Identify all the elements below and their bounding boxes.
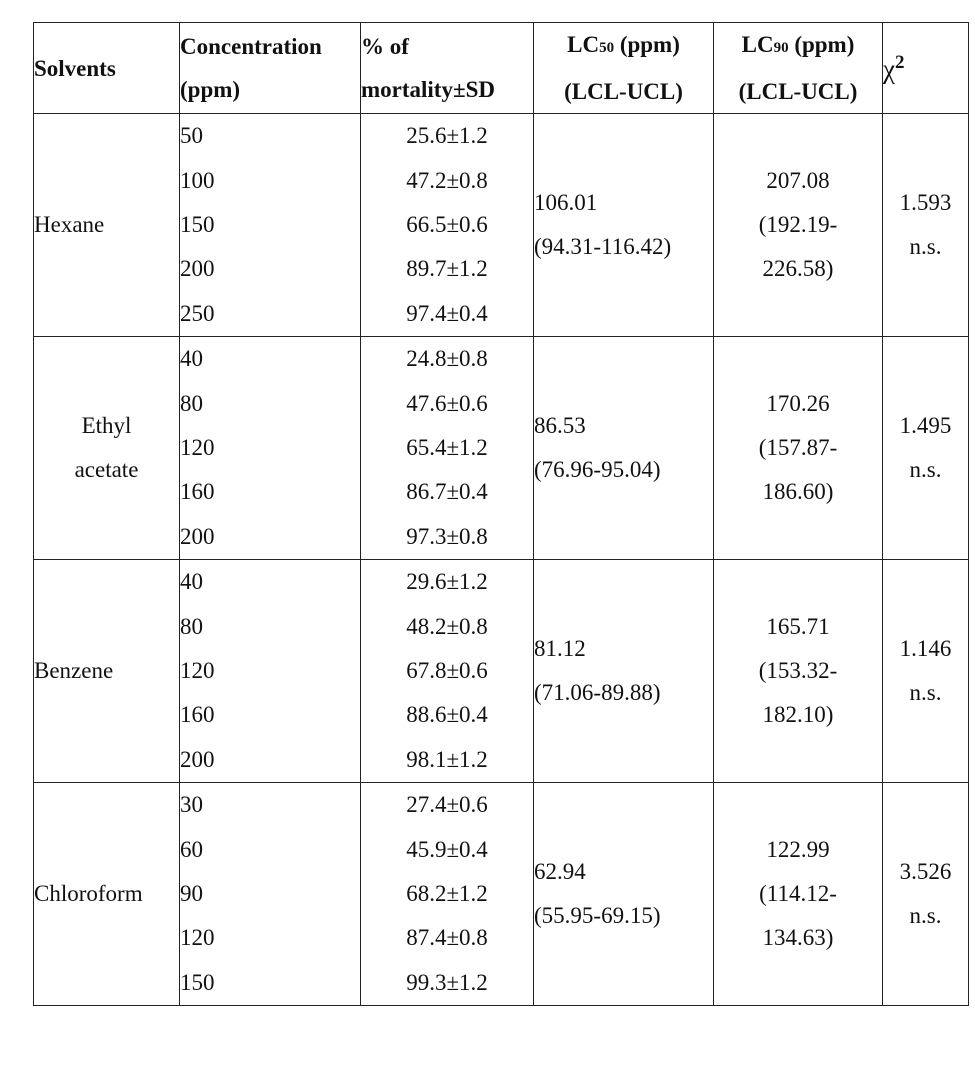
- mortality-value: 98.1±1.2: [406, 746, 488, 772]
- header-row: [34, 23, 969, 114]
- toxicity-table: [33, 22, 969, 1006]
- lc50-cell: [534, 114, 714, 337]
- concentration-value: 150: [180, 969, 215, 995]
- table-row-hexane: [34, 114, 969, 337]
- concentration-cell: [180, 783, 361, 1006]
- concentration-value: 250: [180, 300, 215, 326]
- solvent-name: Benzene: [34, 658, 114, 683]
- chi-square-cell: [883, 337, 969, 560]
- lc90-range-line2: 182.10): [762, 702, 834, 727]
- lc90-range-line2: 226.58): [762, 256, 834, 281]
- chi-square-note: n.s.: [909, 903, 942, 928]
- table-row-benzene: [34, 560, 969, 783]
- concentration-value: 200: [180, 523, 215, 549]
- lc90-range-line1: (114.12-: [759, 881, 837, 906]
- lc50-range: (55.95-69.15): [534, 903, 661, 928]
- chi-square-value: 1.593: [899, 190, 952, 215]
- concentration-value: 30: [180, 792, 203, 818]
- lc90-value: 170.26: [766, 391, 830, 416]
- concentration-value: 40: [180, 569, 203, 595]
- table-row-ethyl-acetate: [34, 337, 969, 560]
- header-concentration-line2: (ppm): [180, 77, 241, 102]
- header-lc90-line1: [714, 23, 882, 70]
- lc90-value: 165.71: [766, 614, 830, 639]
- header-chi-symbol: χ: [883, 53, 895, 84]
- lc50-range: (71.06-89.88): [534, 680, 661, 705]
- header-lc50-line1: [534, 23, 713, 70]
- lc50-range: (76.96-95.04): [534, 457, 661, 482]
- concentration-value: 80: [180, 390, 203, 416]
- mortality-cell: [361, 560, 534, 783]
- chi-square-value: 1.495: [899, 413, 952, 438]
- mortality-value: 65.4±1.2: [406, 434, 488, 460]
- concentration-value: 120: [180, 657, 215, 683]
- solvent-name: Chloroform: [34, 881, 143, 906]
- chi-square-value: 3.526: [899, 859, 952, 884]
- concentration-cell: [180, 337, 361, 560]
- header-concentration-line1: Concentration: [180, 34, 322, 59]
- header-lc50-prefix: LC: [567, 32, 600, 57]
- header-solvents-label: Solvents: [34, 55, 116, 81]
- mortality-value: 29.6±1.2: [406, 569, 488, 595]
- concentration-value: 160: [180, 479, 215, 505]
- lc50-cell: [534, 337, 714, 560]
- mortality-value: 89.7±1.2: [406, 256, 488, 282]
- lc50-value: 81.12: [534, 636, 586, 661]
- mortality-value: 47.6±0.6: [406, 390, 488, 416]
- header-mortality-line1: % of: [361, 34, 409, 59]
- header-chi-superscript: 2: [894, 51, 905, 73]
- solvent-cell: [34, 783, 180, 1006]
- lc90-range-line2: 186.60): [762, 479, 834, 504]
- lc90-range-line1: (157.87-: [758, 435, 838, 460]
- lc90-cell: [714, 337, 883, 560]
- chi-square-value: 1.146: [899, 636, 952, 661]
- mortality-value: 87.4±0.8: [406, 925, 488, 951]
- lc50-value: 106.01: [534, 190, 598, 215]
- header-lc50-suffix: (ppm): [614, 32, 680, 57]
- concentration-value: 40: [180, 346, 203, 372]
- mortality-value: 24.8±0.8: [406, 346, 488, 372]
- header-lc90-subscript: 90: [773, 40, 789, 56]
- chi-square-cell: [883, 560, 969, 783]
- concentration-value: 90: [180, 880, 203, 906]
- header-lc50: [534, 23, 714, 114]
- chi-square-note: n.s.: [909, 234, 942, 259]
- chi-square-note: n.s.: [909, 457, 942, 482]
- solvent-name: Hexane: [34, 212, 105, 237]
- concentration-value: 100: [180, 167, 215, 193]
- table-row-chloroform: [34, 783, 969, 1006]
- lc50-value: 62.94: [534, 859, 586, 884]
- concentration-value: 60: [180, 836, 203, 862]
- mortality-value: 27.4±0.6: [406, 792, 488, 818]
- concentration-value: 120: [180, 434, 215, 460]
- solvent-name: Ethyl: [81, 413, 132, 438]
- concentration-value: 200: [180, 256, 215, 282]
- lc90-range-line1: (192.19-: [758, 212, 838, 237]
- header-lc50-line2: (LCL-UCL): [564, 79, 683, 104]
- header-lc90: [714, 23, 883, 114]
- lc50-cell: [534, 783, 714, 1006]
- mortality-value: 86.7±0.4: [406, 479, 488, 505]
- mortality-value: 68.2±1.2: [406, 880, 488, 906]
- mortality-value: 66.5±0.6: [406, 211, 488, 237]
- mortality-value: 99.3±1.2: [406, 969, 488, 995]
- header-mortality: [361, 23, 534, 114]
- concentration-value: 150: [180, 211, 215, 237]
- header-lc90-prefix: LC: [741, 32, 774, 57]
- header-solvents: [34, 23, 180, 114]
- concentration-cell: [180, 560, 361, 783]
- concentration-value: 50: [180, 123, 203, 149]
- lc90-cell: [714, 114, 883, 337]
- mortality-value: 97.4±0.4: [406, 300, 488, 326]
- concentration-value: 160: [180, 702, 215, 728]
- concentration-value: 200: [180, 746, 215, 772]
- header-lc90-suffix: (ppm): [788, 32, 855, 57]
- lc50-cell: [534, 560, 714, 783]
- header-lc50-subscript: 50: [599, 40, 615, 56]
- mortality-value: 97.3±0.8: [406, 523, 488, 549]
- mortality-value: 48.2±0.8: [406, 613, 488, 639]
- header-mortality-line2: mortality±SD: [361, 77, 495, 102]
- mortality-value: 67.8±0.6: [406, 657, 488, 683]
- concentration-value: 80: [180, 613, 203, 639]
- mortality-value: 25.6±1.2: [406, 123, 488, 149]
- mortality-cell: [361, 783, 534, 1006]
- solvent-cell: [34, 560, 180, 783]
- concentration-value: 120: [180, 925, 215, 951]
- lc90-cell: [714, 783, 883, 1006]
- lc90-value: 207.08: [766, 168, 830, 193]
- lc90-value: 122.99: [766, 837, 830, 862]
- chi-square-cell: [883, 114, 969, 337]
- mortality-cell: [361, 114, 534, 337]
- solvent-cell: [34, 337, 180, 560]
- mortality-value: 45.9±0.4: [406, 836, 488, 862]
- lc90-cell: [714, 560, 883, 783]
- solvent-cell: [34, 114, 180, 337]
- lc90-range-line2: 134.63): [762, 925, 834, 950]
- lc50-value: 86.53: [534, 413, 586, 438]
- lc50-range: (94.31-116.42): [534, 234, 672, 259]
- concentration-cell: [180, 114, 361, 337]
- mortality-value: 47.2±0.8: [406, 167, 488, 193]
- chi-square-note: n.s.: [909, 680, 942, 705]
- mortality-value: 88.6±0.4: [406, 702, 488, 728]
- mortality-cell: [361, 337, 534, 560]
- solvent-name-line2: acetate: [74, 457, 139, 482]
- lc90-range-line1: (153.32-: [758, 658, 838, 683]
- header-concentration: [180, 23, 361, 114]
- chi-square-cell: [883, 783, 969, 1006]
- header-chi-square: [883, 23, 969, 114]
- header-lc90-line2: (LCL-UCL): [738, 79, 858, 104]
